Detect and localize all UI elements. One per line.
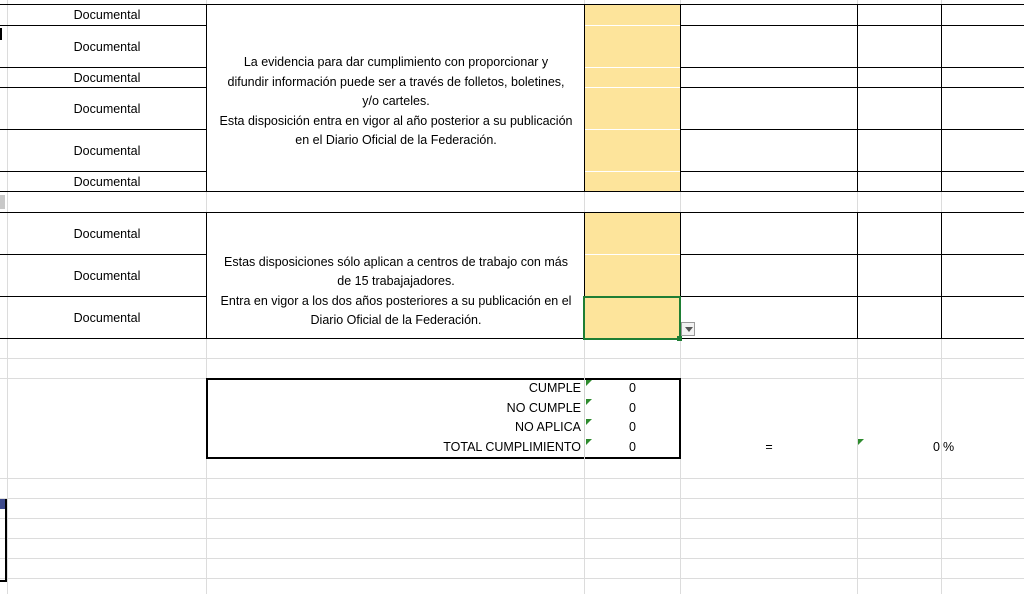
note-line: Esta disposición entra en vigor al año posterior a su publicación xyxy=(219,113,573,128)
no-cumple-value[interactable]: 0 xyxy=(629,401,636,415)
evidence-type-cell[interactable]: Documental xyxy=(73,268,141,283)
embedded-object-corner xyxy=(0,499,5,509)
cell-selection-outline xyxy=(583,296,681,340)
evidence-type-cell[interactable]: Documental xyxy=(73,226,141,241)
evidence-type-cell[interactable]: Documental xyxy=(73,70,141,85)
observation-note-cell[interactable] xyxy=(207,5,585,195)
status-cell[interactable] xyxy=(585,68,680,87)
percent-sign: % xyxy=(943,440,955,454)
evidence-type-cell[interactable]: Documental xyxy=(73,310,141,325)
note-line: Entra en vigor a los dos años posteriores a su publicación en el xyxy=(220,293,572,308)
total-cumplimiento-value[interactable]: 0 xyxy=(629,440,636,454)
cumple-label: CUMPLE xyxy=(528,381,581,395)
equals-sign: = xyxy=(765,440,773,454)
note-line: Estas disposiciones sólo aplican a centros de trabajo con más xyxy=(224,254,568,269)
chevron-down-icon xyxy=(685,327,693,332)
status-cell[interactable] xyxy=(585,88,680,129)
note-line: en el Diario Oficial de la Federación. xyxy=(295,133,497,148)
percent-value[interactable]: 0 xyxy=(933,440,940,454)
evidence-type-cell[interactable]: Documental xyxy=(73,101,141,116)
row-header-edge xyxy=(0,195,5,209)
embedded-object-edge[interactable] xyxy=(0,499,7,582)
error-indicator-icon xyxy=(586,439,592,445)
error-indicator-icon xyxy=(586,399,592,405)
error-indicator-icon xyxy=(586,380,592,386)
status-cell[interactable] xyxy=(585,172,680,191)
evidence-type-cell[interactable]: Documental xyxy=(73,174,141,189)
edge-mark xyxy=(0,28,2,40)
status-cell[interactable] xyxy=(585,213,680,254)
fill-handle[interactable] xyxy=(677,336,682,341)
no-aplica-value[interactable]: 0 xyxy=(629,420,636,434)
note-line: y/o carteles. xyxy=(362,94,430,109)
status-cell[interactable] xyxy=(585,5,680,25)
status-cell[interactable] xyxy=(585,130,680,171)
status-cell[interactable] xyxy=(585,26,680,67)
dropdown-button[interactable] xyxy=(681,322,695,336)
observation-note-cell[interactable] xyxy=(207,213,585,354)
total-cumplimiento-label: TOTAL CUMPLIMIENTO xyxy=(443,440,581,454)
evidence-type-cell[interactable]: Documental xyxy=(73,143,141,158)
note-line: de 15 trabajajadores. xyxy=(337,274,455,288)
status-cell[interactable] xyxy=(585,255,680,296)
evidence-type-cell[interactable]: Documental xyxy=(73,39,141,54)
cumple-value[interactable]: 0 xyxy=(629,381,636,395)
evidence-type-cell[interactable]: Documental xyxy=(73,8,141,22)
note-line: La evidencia para dar cumplimiento con proporcionar y xyxy=(243,55,549,70)
error-indicator-icon xyxy=(586,419,592,425)
no-aplica-label: NO APLICA xyxy=(515,420,581,434)
note-line: Diario Oficial de la Federación. xyxy=(310,313,482,327)
no-cumple-label: NO CUMPLE xyxy=(506,401,581,415)
note-line: difundir información puede ser a través de folletos, boletines, xyxy=(227,74,565,89)
